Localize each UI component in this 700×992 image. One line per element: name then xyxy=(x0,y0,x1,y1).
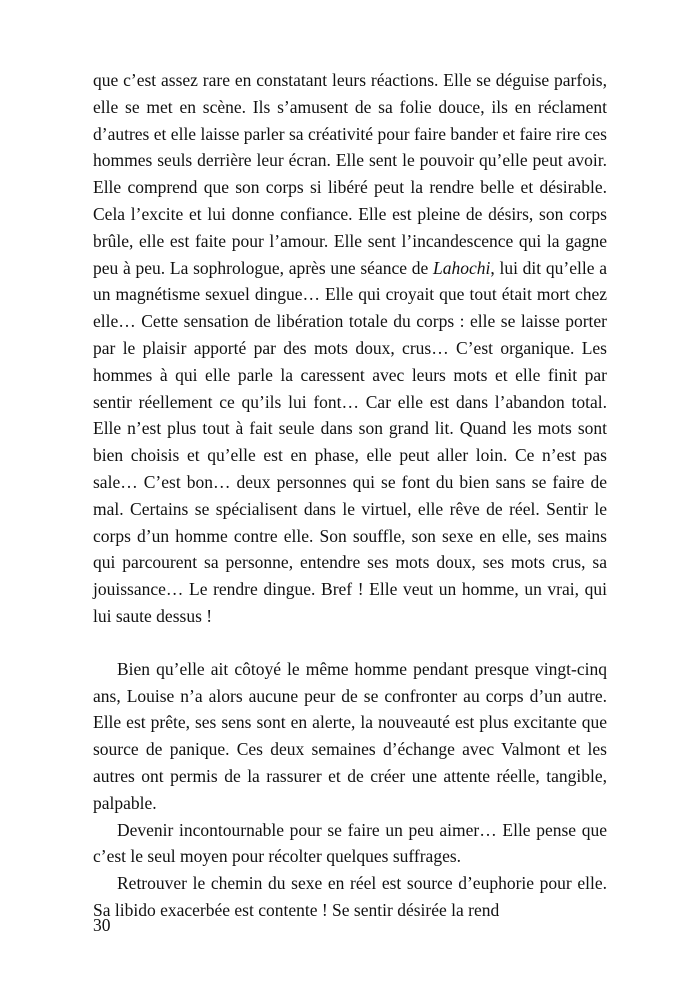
paragraph-1-text-b: , lui dit qu’elle a un magnétisme sexuel dingue… Elle qui croyait que tout était mort chez elle… Cette sensation de libération totale du corps : elle se laisse porter par le plaisir apporté par des mots doux, crus… C’est organique. Les hommes à qui elle parle la caressent avec leurs mots et elle finit par sentir réellement ce qu’ils lui font… Car elle est dans l’abandon total. Elle n’est plus tout à fait seule dans son grand lit. Quand les mots sont bien choisis et qu’elle est en phase, elle peut aller loin. Ce n’est pas sale… C’est bon… deux personnes qui se font du bien sans se faire de mal. Certains se spécialisent dans le virtuel, elle rêve de réel. Sentir le corps d’un homme contre elle. Son souffle, son sexe en elle, ses mains qui parcourent sa personne, entendre ses mots doux, ses mots crus, sa jouissance… Le rendre dingue. Bref ! Elle veut un homme, un vrai, qui lui saute dessus ! xyxy=(93,257,607,626)
paragraph-1-text-a: que c’est assez rare en constatant leurs réactions. Elle se déguise parfois, elle se met en scène. Ils s’amusent de sa folie douce, ils en réclament d’autres et elle laisse parler sa créativité pour faire bander et faire rire ces hommes seuls derrière leur écran. Elle sent le pouvoir qu’elle peut avoir. Elle comprend que son corps si libéré peut la rendre belle et désirable. Cela l’excite et lui donne confiance. Elle est pleine de désirs, son corps brûle, elle est faite pour l’amour. Elle sent l’incandescence qui la gagne peu à peu. La sophrologue, après une séance de xyxy=(93,70,607,278)
page-number: 30 xyxy=(93,915,111,935)
paragraph-4 xyxy=(93,870,607,924)
paragraph-4-text: Retrouver le chemin du sexe en réel est source d’euphorie pour elle. Sa libido exacerbée est contente ! Se sentir désirée la rend xyxy=(93,873,607,920)
paragraph-3-text: Devenir incontournable pour se faire un peu aimer… Elle pense que c’est le seul moyen pour récolter quelques suffrages. xyxy=(93,819,607,867)
paragraph-2 xyxy=(93,656,607,817)
page-body xyxy=(93,67,607,924)
paragraph-1 xyxy=(93,67,607,630)
paragraph-2-text: Bien qu’elle ait côtoyé le même homme pendant presque vingt-cinq ans, Louise n’a alors aucune peur de se confronter au corps d’un autre. Elle est prête, ses sens sont en alerte, la nouveauté est plus excitante que source de panique. Ces deux semaines d’échange avec Valmont et les autres ont permis de la rassurer et de créer une attente réelle, tangible, palpable. xyxy=(93,658,607,813)
paragraph-1-italic-lahochi: Lahochi xyxy=(432,257,491,278)
paragraph-3 xyxy=(93,817,607,871)
